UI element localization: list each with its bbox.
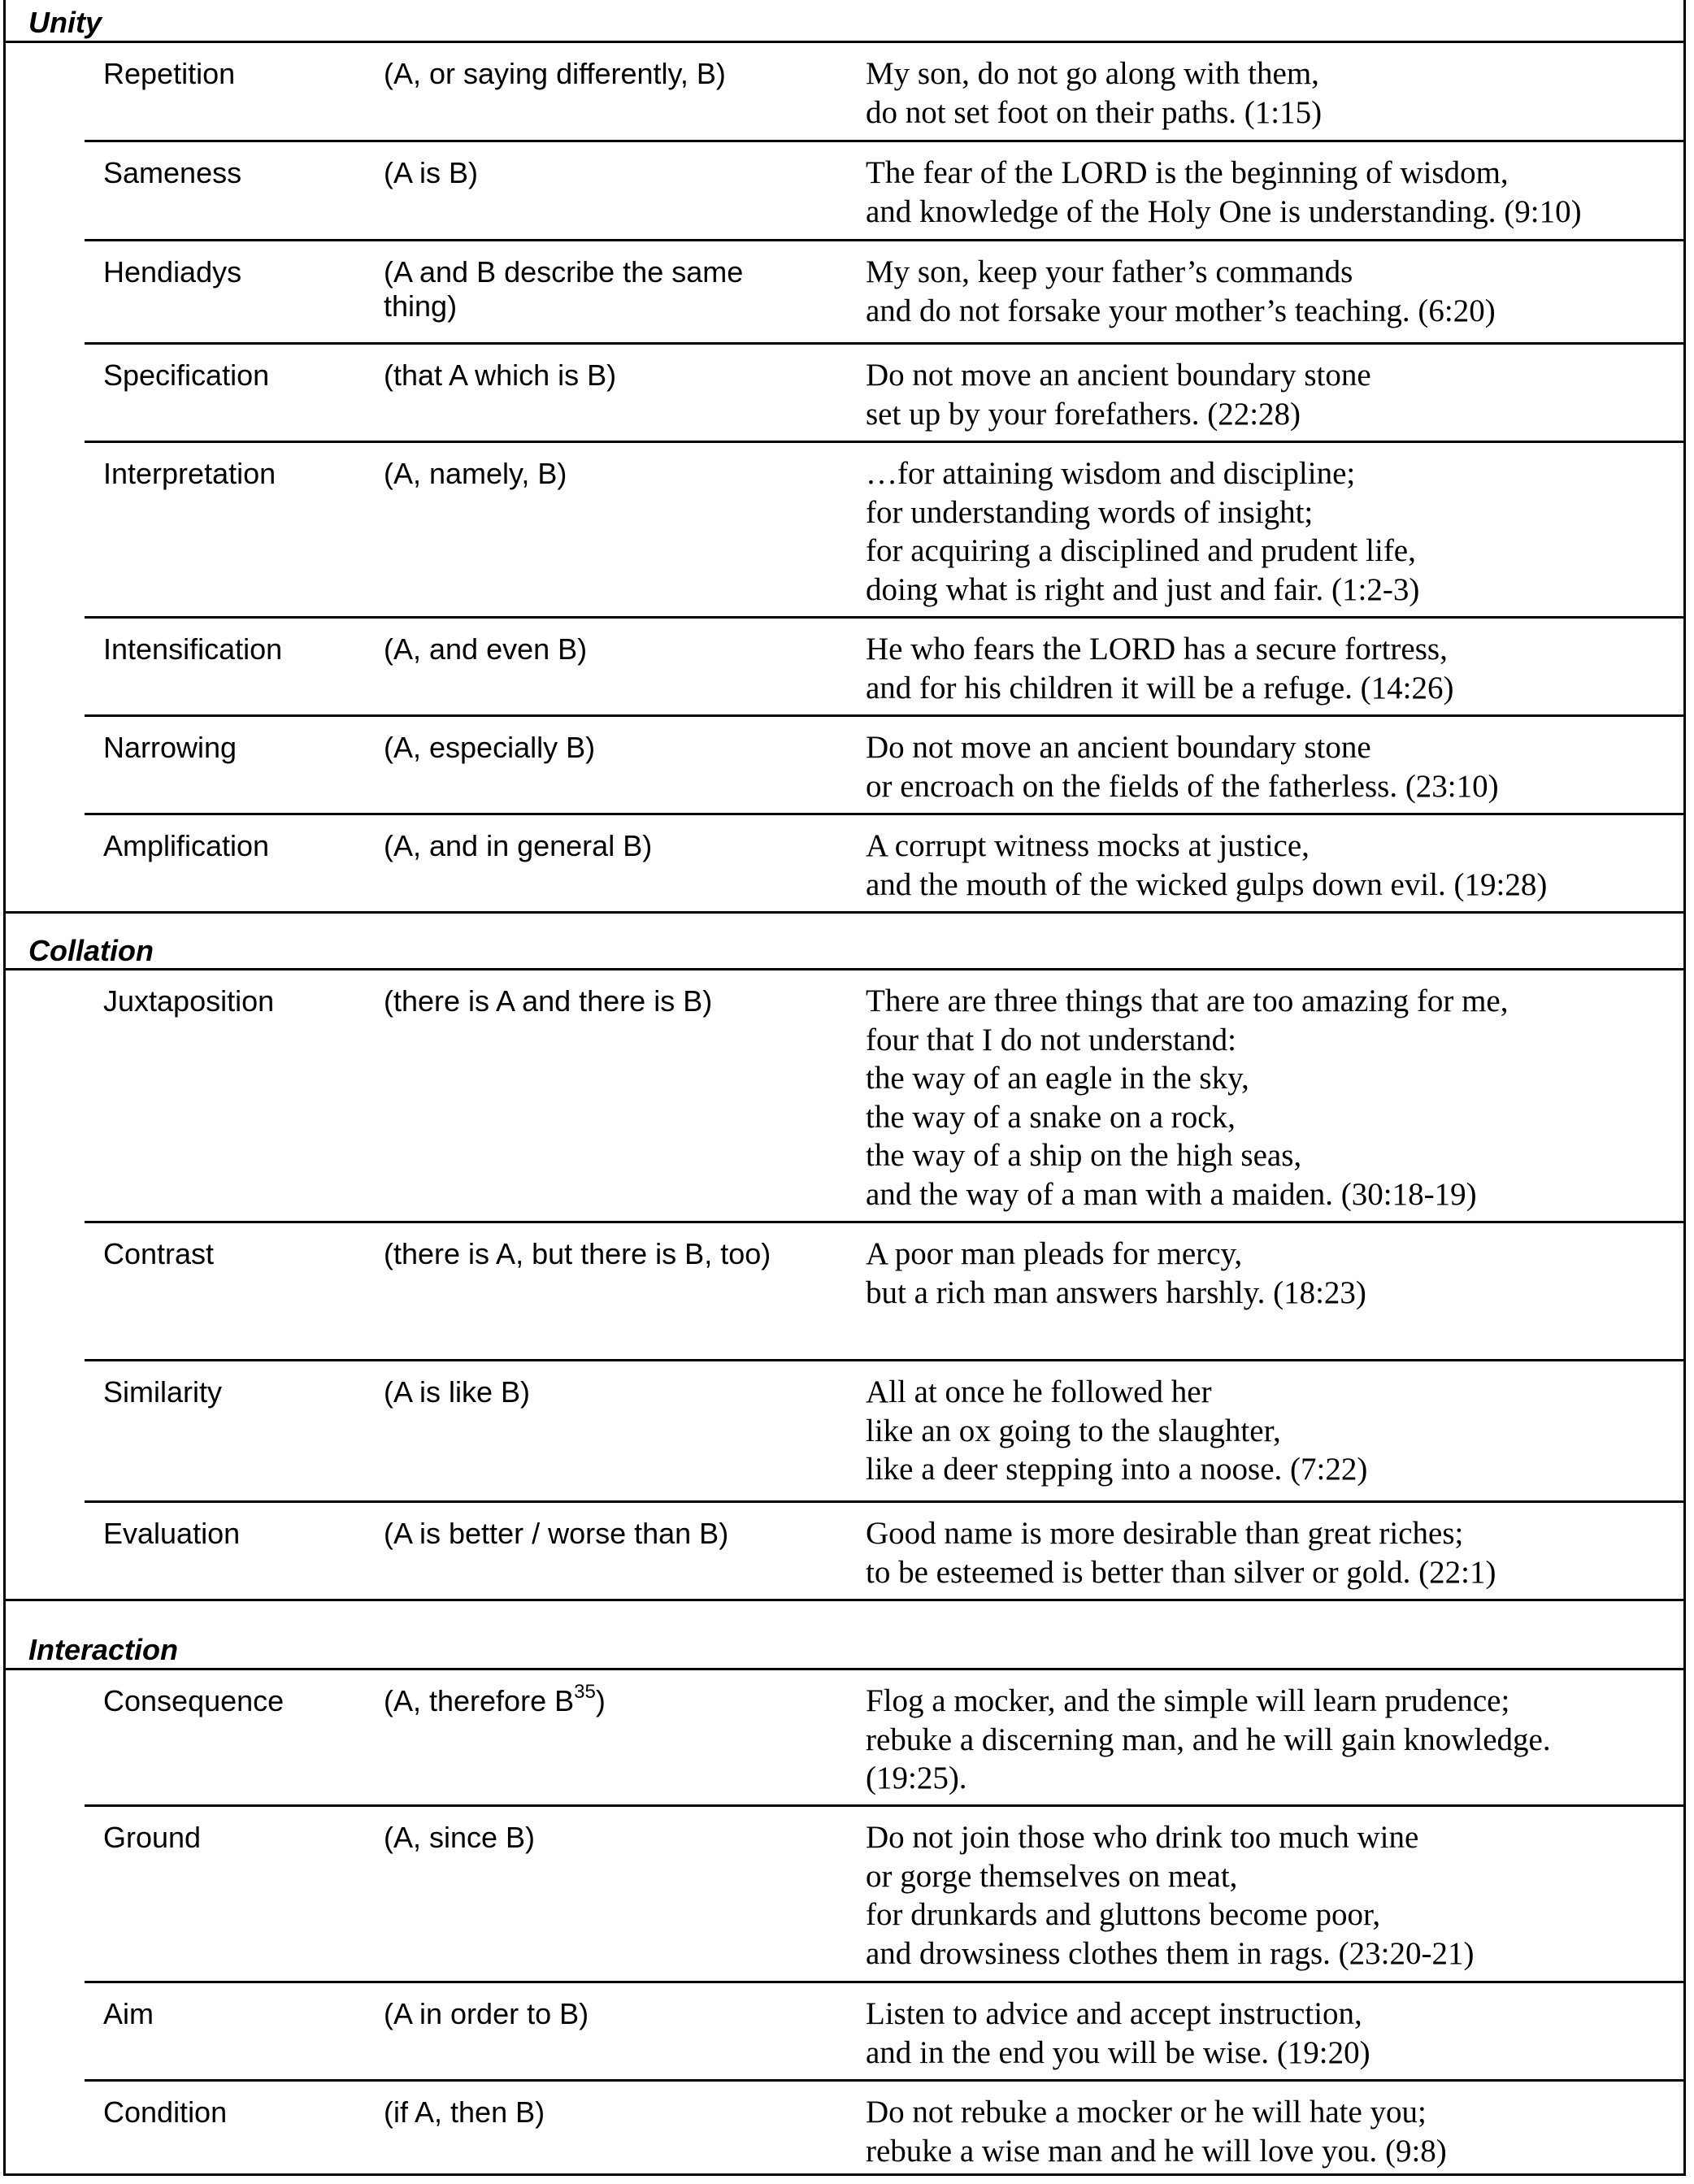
row-divider bbox=[85, 342, 1683, 345]
section-title: Unity bbox=[28, 6, 102, 39]
row-term: Aim bbox=[103, 1997, 154, 2030]
row-pattern-tail: ) bbox=[595, 1684, 606, 1717]
row-verse: Do not rebuke a mocker or he will hate you; rebuke a wise man and he will love you. (9:8) bbox=[866, 2095, 1447, 2169]
row-pattern: (that A which is B) bbox=[384, 358, 617, 392]
row-term: Juxtaposition bbox=[103, 984, 275, 1018]
row-pattern: (A, namely, B) bbox=[384, 457, 567, 490]
row-divider bbox=[85, 616, 1683, 619]
row-verse: All at once he followed her like an ox going to the slaughter, like a deer stepping into a noose. (7:22) bbox=[866, 1374, 1368, 1487]
row-term: Condition bbox=[103, 2095, 228, 2129]
row-verse: He who fears the LORD has a secure fortress, and for his children it will be a refuge. (14:26) bbox=[866, 632, 1454, 706]
row-verse: …for attaining wisdom and discipline; for understanding words of insight; for acquiring a disciplined and prudent life, doing what is right and just and fair. (1:2-3) bbox=[866, 456, 1420, 607]
row-term: Sameness bbox=[103, 156, 242, 189]
proverbs-parallelism-table bbox=[3, 0, 1686, 2176]
row-verse: Listen to advice and accept instruction, and in the end you will be wise. (19:20) bbox=[866, 1996, 1370, 2070]
row-pattern: (A is better / worse than B) bbox=[384, 1517, 729, 1550]
row-pattern: (A is like B) bbox=[384, 1375, 531, 1409]
section-divider bbox=[6, 968, 1683, 970]
row-verse: There are three things that are too amazing for me, four that I do not understand: the way of an eagle in the sky, the way of a snake on a rock, the way of a ship on the high seas, and the way of a man with a maiden. (30:18-19) bbox=[866, 983, 1509, 1212]
section-divider bbox=[6, 41, 1683, 43]
row-divider bbox=[85, 813, 1683, 815]
row-verse: A poor man pleads for mercy, but a rich man answers harshly. (18:23) bbox=[866, 1236, 1366, 1310]
row-verse: Do not move an ancient boundary stone or encroach on the fields of the fatherless. (23:10) bbox=[866, 730, 1499, 804]
row-divider bbox=[85, 1359, 1683, 1361]
row-pattern: (A, and in general B) bbox=[384, 829, 653, 862]
row-pattern: (A and B describe the same thing) bbox=[384, 255, 744, 323]
row-divider bbox=[85, 1500, 1683, 1503]
row-term: Amplification bbox=[103, 829, 270, 862]
section-divider bbox=[6, 1668, 1683, 1670]
section-title: Interaction bbox=[28, 1633, 179, 1666]
row-pattern bbox=[384, 1681, 823, 1718]
row-divider bbox=[85, 1221, 1683, 1223]
row-term: Similarity bbox=[103, 1375, 223, 1409]
row-verse: Flog a mocker, and the simple will learn prudence; rebuke a discerning man, and he will gain knowledge. (19:25). bbox=[866, 1683, 1551, 1795]
row-pattern: (there is A and there is B) bbox=[384, 984, 713, 1018]
row-divider bbox=[85, 714, 1683, 717]
row-divider bbox=[85, 140, 1683, 142]
row-term: Intensification bbox=[103, 632, 283, 666]
row-term: Hendiadys bbox=[103, 255, 242, 289]
row-pattern: (A in order to B) bbox=[384, 1997, 589, 2030]
row-verse: My son, do not go along with them, do not set foot on their paths. (1:15) bbox=[866, 56, 1323, 130]
section-title: Collation bbox=[28, 934, 154, 967]
row-term: Interpretation bbox=[103, 457, 276, 490]
row-verse: The fear of the LORD is the beginning of wisdom, and knowledge of the Holy One is understanding. (9:10) bbox=[866, 155, 1582, 229]
row-term: Contrast bbox=[103, 1237, 215, 1270]
row-term: Specification bbox=[103, 358, 270, 392]
row-pattern: (A, since B) bbox=[384, 1821, 536, 1854]
row-verse: Do not move an ancient boundary stone set up by your forefathers. (22:28) bbox=[866, 358, 1371, 432]
row-divider bbox=[85, 239, 1683, 241]
section-divider bbox=[6, 911, 1683, 914]
row-verse: Do not join those who drink too much wine or gorge themselves on meat, for drunkards and gluttons become poor, and drowsiness clothes them in rags. (23:20-21) bbox=[866, 1820, 1475, 1971]
row-pattern: (A, especially B) bbox=[384, 731, 596, 764]
row-verse: Good name is more desirable than great riches; to be esteemed is better than silver or gold. (22:1) bbox=[866, 1516, 1496, 1590]
row-verse: A corrupt witness mocks at justice, and the mouth of the wicked gulps down evil. (19:28) bbox=[866, 828, 1548, 902]
row-divider bbox=[85, 441, 1683, 443]
section-divider bbox=[6, 1599, 1683, 1601]
row-pattern-text: (A, therefore B bbox=[384, 1684, 575, 1717]
row-pattern: (there is A, but there is B, too) bbox=[384, 1237, 771, 1270]
row-divider bbox=[85, 2079, 1683, 2082]
row-divider bbox=[85, 1981, 1683, 1983]
row-pattern: (A, or saying differently, B) bbox=[384, 57, 726, 90]
row-divider bbox=[85, 1804, 1683, 1807]
row-term: Narrowing bbox=[103, 731, 237, 764]
row-term: Ground bbox=[103, 1821, 202, 1854]
row-term: Consequence bbox=[103, 1684, 285, 1717]
row-term: Repetition bbox=[103, 57, 236, 90]
row-pattern: (A, and even B) bbox=[384, 632, 588, 666]
row-verse: My son, keep your father’s commands and do not forsake your mother’s teaching. (6:20) bbox=[866, 254, 1496, 328]
footnote-marker: 35 bbox=[574, 1681, 596, 1703]
row-pattern: (if A, then B) bbox=[384, 2095, 545, 2129]
row-term: Evaluation bbox=[103, 1517, 241, 1550]
row-pattern: (A is B) bbox=[384, 156, 479, 189]
